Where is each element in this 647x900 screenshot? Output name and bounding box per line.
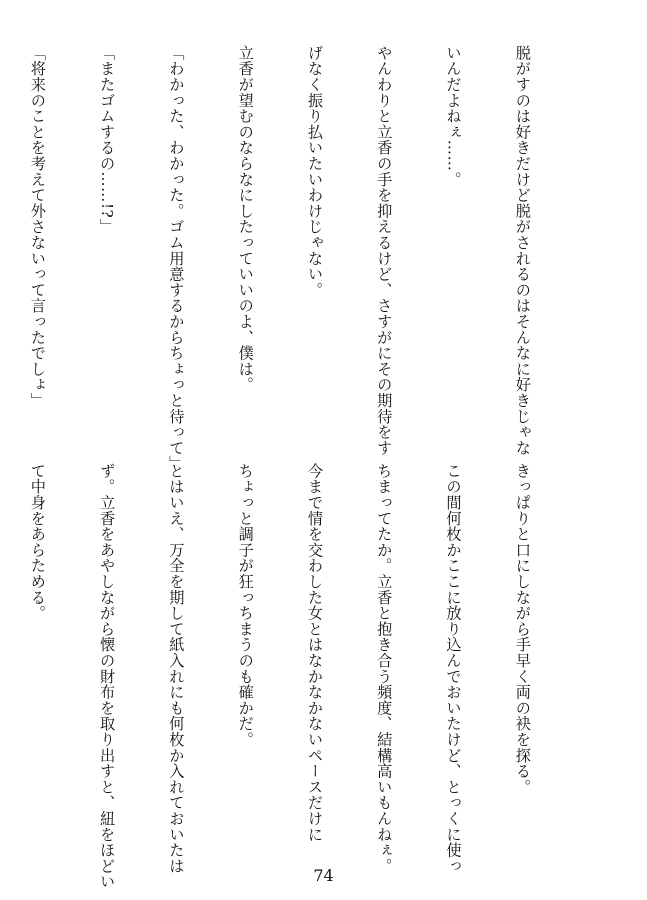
text-line: て中身をあらためる。 — [28, 463, 47, 621]
text-line: げなく振り払いたいわけじゃない。 — [305, 45, 324, 298]
text-line: ず。立香をあやしながら懐の財布を取り出すと、紐をほどい — [98, 463, 117, 890]
text-line: ちまってたか。立香と抱き合う頻度、結構高いもんねぇ。 — [375, 463, 394, 874]
text-line: 立香が望むのならなにしたっていいのよ、僕は。 — [236, 45, 255, 393]
text-line: とはいえ、万全を期して紙入れにも何枚か入れておいたは — [167, 463, 186, 874]
page-number: 74 — [313, 866, 334, 885]
text-line: 脱がすのは好きだけど脱がされるのはそんなに好きじゃな — [513, 45, 532, 456]
text-line: やんわりと立香の手を抑えるけど、さすがにその期待をす — [375, 45, 394, 456]
text-line: 「またゴムするの……!?」 — [98, 45, 117, 235]
upper-text-block — [28, 45, 580, 472]
text-line: 今まで情を交わした女とはなかなかないペースだけに — [305, 463, 324, 843]
text-line: 「将来のことを考えて外さないって言ったでしょ」 — [28, 45, 47, 409]
text-line: きっぱりと口にしながら手早く両の袂を探る。 — [513, 463, 532, 795]
text-line: いんだよねぇ……。 — [444, 45, 463, 188]
text-line: 「わかった、わかった。ゴム用意するからちょっと待って」 — [167, 45, 186, 472]
text-line: ちょっと調子が狂っちまうのも確かだ。 — [236, 463, 255, 748]
text-line: この間何枚かここに放り込んでおいたけど、とっくに使っ — [444, 463, 463, 874]
